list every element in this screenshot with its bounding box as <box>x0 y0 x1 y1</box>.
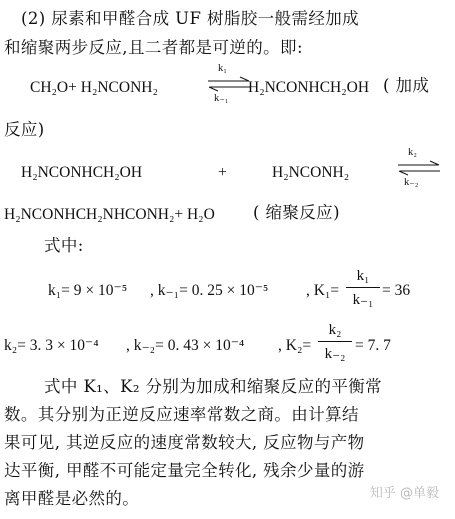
eq2-plus: + <box>218 164 227 181</box>
k-minus1-value: , k₋₁= 0. 25 × 10⁻⁵ <box>150 282 269 299</box>
K1-label: , K₁= <box>306 282 340 299</box>
where-label: 式中: <box>44 236 84 255</box>
para1-line2: 和缩聚两步反应,且二者都是可逆的。即: <box>4 38 303 57</box>
eq2-products: H₂NCONHCH₂NHCONH₂+ H₂O <box>4 206 215 223</box>
K1-result: = 36 <box>382 282 411 299</box>
eq1-lhs: CH₂O+ H₂NCONH₂ <box>30 79 158 96</box>
equilibrium-arrow-icon <box>206 76 252 92</box>
K2-fraction-numerator: k₂ <box>318 322 352 342</box>
K2-result: = 7. 7 <box>355 337 391 354</box>
eq1-note-close: 反应) <box>4 120 45 139</box>
eq2-k-forward: k₂ <box>408 147 417 158</box>
para2-line2: 数。其分别为正逆反应速率常数之商。由计算结 <box>4 405 359 424</box>
para2-line5: 离甲醛是必然的。 <box>4 489 140 508</box>
k-minus2-value: , k₋₂= 0. 43 × 10⁻⁴ <box>126 337 245 354</box>
para2-line3: 果可见, 其逆反应的速度常数较大, 反应物与产物 <box>4 433 365 452</box>
K1-fraction <box>346 268 380 309</box>
para2-line1: 式中 K₁、K₂ 分别为加成和缩聚反应的平衡常 <box>44 377 383 396</box>
K1-fraction-denominator: k₋₁ <box>352 292 374 308</box>
eq2-note: ( 缩聚反应) <box>253 203 340 222</box>
k1-value: k₁= 9 × 10⁻⁵ <box>48 282 128 299</box>
k2-value: k₂= 3. 3 × 10⁻⁴ <box>4 337 99 354</box>
eq1-k-forward: k₁ <box>218 63 227 74</box>
K1-fraction-numerator: k₁ <box>346 268 380 288</box>
K2-label: , K₂= <box>278 337 312 354</box>
K2-fraction-denominator: k₋₂ <box>324 346 346 362</box>
eq2-reactant-b: H₂NCONH₂ <box>272 164 350 181</box>
eq2-reactant-a: H₂NCONHCH₂OH <box>21 164 143 181</box>
equilibrium-arrow-icon <box>396 160 442 176</box>
eq1-rhs: H₂NCONHCH₂OH <box>248 79 370 96</box>
eq1-note-open: ( 加成 <box>383 76 430 95</box>
para1-line1: (2) 尿素和甲醛合成 UF 树脂胶一般需经加成 <box>21 9 360 28</box>
para2-line4: 达平衡, 甲醛不可能定量完全转化, 残余少量的游 <box>4 461 365 480</box>
watermark: 知乎 @单毅 <box>369 486 439 501</box>
eq2-k-reverse: k₋₂ <box>404 177 419 188</box>
K2-fraction <box>318 322 352 363</box>
eq1-k-reverse: k₋₁ <box>214 93 229 104</box>
